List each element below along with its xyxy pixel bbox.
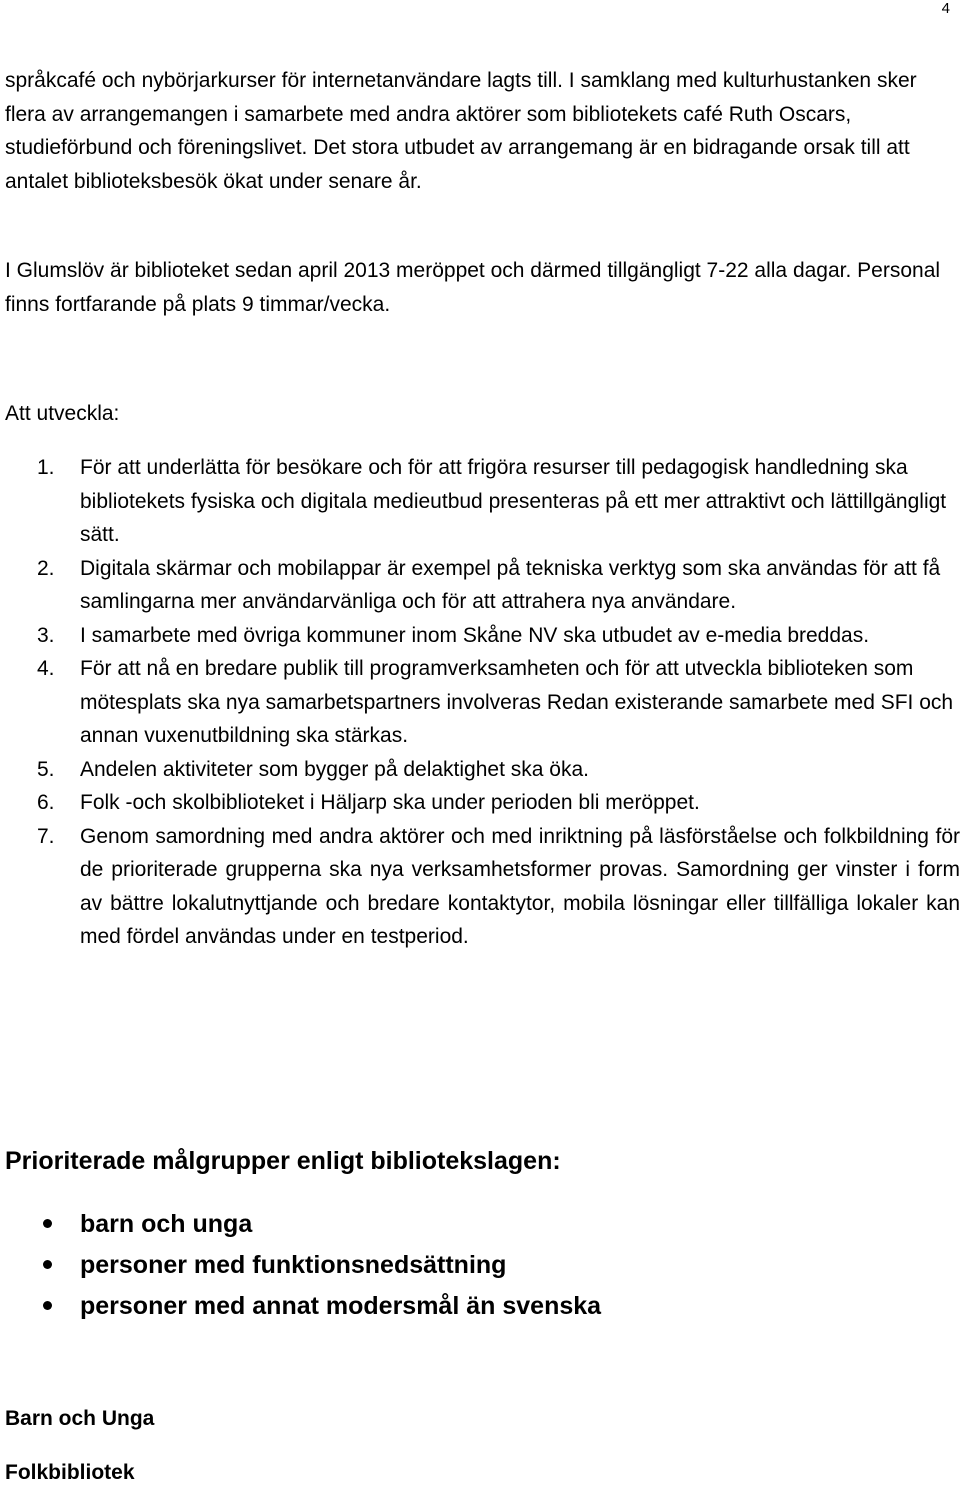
bullet-icon [43,1301,52,1310]
list-item-text: Folk -och skolbiblioteket i Häljarp ska under perioden bli meröppet. [80,791,700,814]
target-groups-heading: Prioriterade målgrupper enligt bibliotekslagen: [5,1147,561,1175]
target-groups-list [5,1205,601,1328]
body-paragraph: språkcafé och nybörjarkurser för internetanvändare lagts till. I samklang med kulturhustanken sker flera av arrangemangen i samarbete med andra aktörer som bibliotekets café Ruth Oscars, studieförbund och föreningslivet. Det stora utbudet av arrangemang är en bidragande orsak till att antalet biblioteksbesök ökat under senare år. [5,69,917,193]
list-item-number: 2. [37,556,55,580]
list-item-text: Digitala skärmar och mobilappar är exempel på tekniska verktyg som ska användas för att få samlingarna mer användarvänliga och för att attrahera nya användare. [80,556,941,613]
subheading-barn-och-unga: Barn och Unga [5,1407,155,1430]
page-number: 4 [941,0,950,17]
list-item-number: 5. [37,757,55,781]
target-group-item [5,1287,601,1328]
list-item-number: 3. [37,623,55,647]
list-item [5,552,960,619]
target-group-item [5,1205,601,1246]
list-item-number: 7. [37,824,55,848]
subheading-folkbibliotek: Folkbibliotek [5,1461,135,1484]
list-item [5,652,960,753]
list-item [5,786,960,820]
list-item-text: I samarbete med övriga kommuner inom Skåne NV ska utbudet av e-media breddas. [80,623,870,647]
list-item-text: Andelen aktiviteter som bygger på delaktighet ska öka. [80,757,589,781]
target-group-item [5,1246,601,1287]
target-group-label: personer med funktionsnedsättning [80,1251,507,1279]
list-item-text: Genom samordning med andra aktörer och med inriktning på läsförståelse och folkbildning för de prioriterade grupperna ska nya verksamhetsformer provas. Samordning ger vinster i form av bättre lokalutnyttjande och bredare kontaktytor, mobila lösningar eller tillfälliga lokaler kan med fördel användas under en testperiod. [80,824,960,948]
list-item-text: För att underlätta för besökare och för att frigöra resurser till pedagogisk handledning ska bibliotekets fysiska och digitala medieutbud presenteras på ett mer attraktivt och lättillgängligt sätt. [80,456,947,546]
action-list [5,451,960,954]
list-item [5,619,960,653]
target-group-label: barn och unga [80,1210,253,1238]
list-item-number: 6. [37,791,55,814]
section-heading: Att utveckla: [5,402,120,425]
bullet-icon [43,1219,52,1228]
list-item [5,820,960,954]
list-item-number: 1. [37,456,55,479]
body-paragraph: I Glumslöv är biblioteket sedan april 2013 meröppet och därmed tillgängligt 7-22 alla dagar. Personal finns fortfarande på plats 9 timmar/vecka. [5,259,941,316]
list-item-text: För att nå en bredare publik till programverksamheten och för att utveckla biblioteken som mötesplats ska nya samarbetspartners involveras Redan existerande samarbete med SFI och annan vuxenutbildning ska stärkas. [80,657,954,747]
list-item [5,451,960,552]
bullet-icon [43,1260,52,1269]
list-item-number: 4. [37,657,55,680]
list-item [5,753,960,787]
target-group-label: personer med annat modersmål än svenska [80,1292,602,1320]
